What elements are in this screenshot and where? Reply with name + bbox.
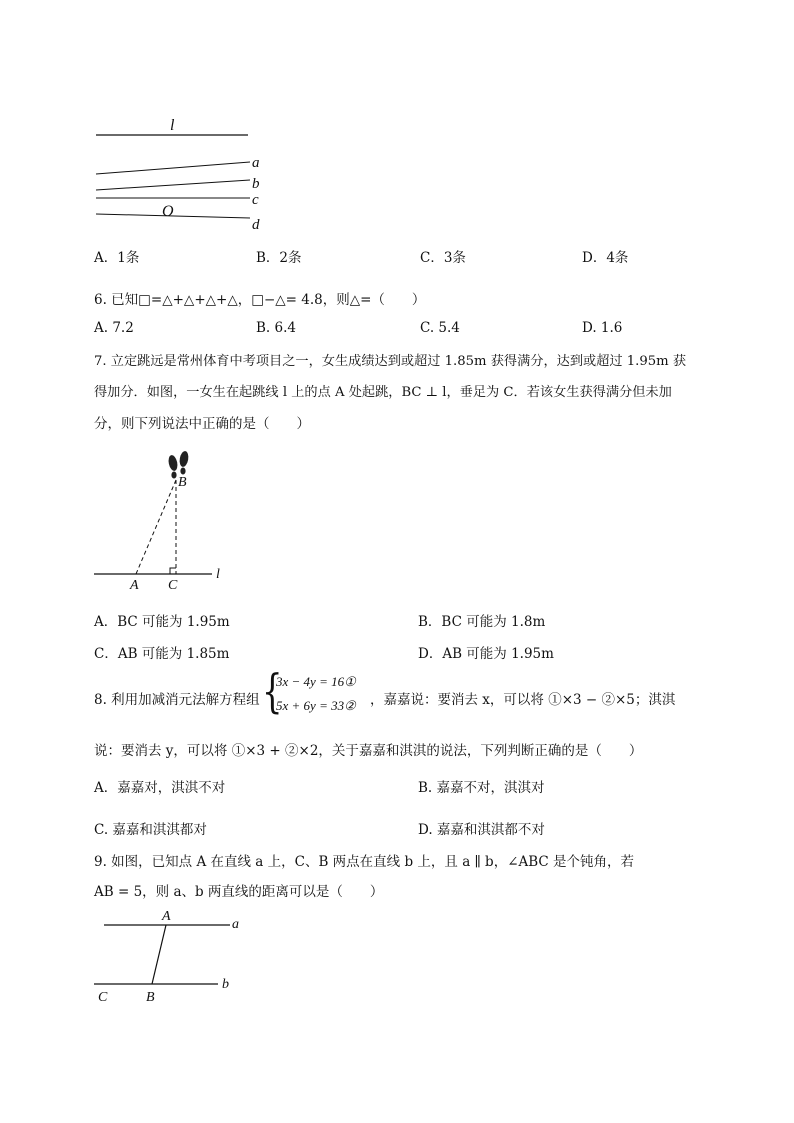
q9-stem-line1: 9. 如图，已知点 A 在直线 a 上，C、B 两点在直线 b 上，且 a ∥ b，∠ABC 是个钝角，若 [94,854,635,870]
q5-option-b[interactable]: B．2条 [256,250,302,266]
q5-figure [90,112,270,242]
q9-stem-line2: AB = 5，则 a、b 两直线的距离可以是（ ） [94,884,384,900]
q7-stem-line2: 得加分．如图，一女生在起跳线 l 上的点 A 处起跳，BC ⊥ l，垂足为 C．若该女生获得满分但未加 [94,385,672,400]
q8-option-a[interactable]: A．嘉嘉对，淇淇不对 [94,780,226,796]
q5-option-c[interactable]: C．3条 [420,250,466,266]
label-l: l [170,117,175,134]
equation-brace: { [262,664,283,718]
q6-option-b[interactable]: B. 6.4 [256,320,296,336]
q8-option-d[interactable]: D. 嘉嘉和淇淇都不对 [418,822,545,838]
q7-option-a[interactable]: A．BC 可能为 1.95m [94,614,230,630]
label-O: O [162,203,174,220]
q6-option-c[interactable]: C. 5.4 [420,320,460,336]
q6-stem: 6. 已知□=△+△+△+△，□−△= 4.8，则△=（ ） [94,292,426,308]
label-d: d [252,217,260,233]
right-angle-mark [170,568,176,574]
label-C: C [168,578,178,593]
label-B: B [178,475,187,490]
q7-figure [90,448,240,593]
q8-stem-line2: 说：要消去 y，可以将 ①×3 + ②×2，关于嘉嘉和淇淇的说法，下列判断正确的是（ ） [94,743,643,759]
label-B: B [146,990,155,1005]
q9-figure [90,905,250,1005]
label-a: a [252,155,260,171]
q7-option-d[interactable]: D．AB 可能为 1.95m [418,646,554,662]
q5-option-d[interactable]: D．4条 [582,250,629,266]
q7-stem-line3: 分，则下列说法中正确的是（ ） [94,416,310,432]
label-b: b [252,176,260,192]
label-l: l [216,567,220,582]
label-a: a [232,917,239,932]
q7-option-c[interactable]: C．AB 可能为 1.85m [94,646,230,662]
line-a [96,162,250,174]
q6-option-a[interactable]: A. 7.2 [94,320,134,336]
q8-stem-prefix: 8. 利用加减消元法解方程组 [94,692,260,708]
label-A: A [162,909,171,924]
label-A: A [130,578,139,593]
label-c: c [252,192,259,208]
segment-AB [136,480,176,574]
label-C: C [98,990,108,1005]
segment-AB [152,925,166,984]
q8-option-b[interactable]: B. 嘉嘉不对，淇淇对 [418,780,545,796]
q6-option-d[interactable]: D. 1.6 [582,320,623,336]
line-b [96,180,250,190]
q8-stem-suffix: ，嘉嘉说：要消去 x，可以将 ①×3 − ②×5；淇淇 [370,692,676,708]
q5-option-a[interactable]: A．1条 [94,250,140,266]
label-b: b [222,977,229,992]
q7-stem-line1: 7. 立定跳远是常州体育中考项目之一，女生成绩达到或超过 1.85m 获得满分，达到或超过 1.95m 获 [94,354,687,369]
q8-equation-1: 3x − 4y = 16① [276,674,356,689]
q7-option-b[interactable]: B．BC 可能为 1.8m [418,614,546,630]
q8-option-c[interactable]: C. 嘉嘉和淇淇都对 [94,822,207,838]
q8-equation-2: 5x + 6y = 33② [276,698,356,713]
